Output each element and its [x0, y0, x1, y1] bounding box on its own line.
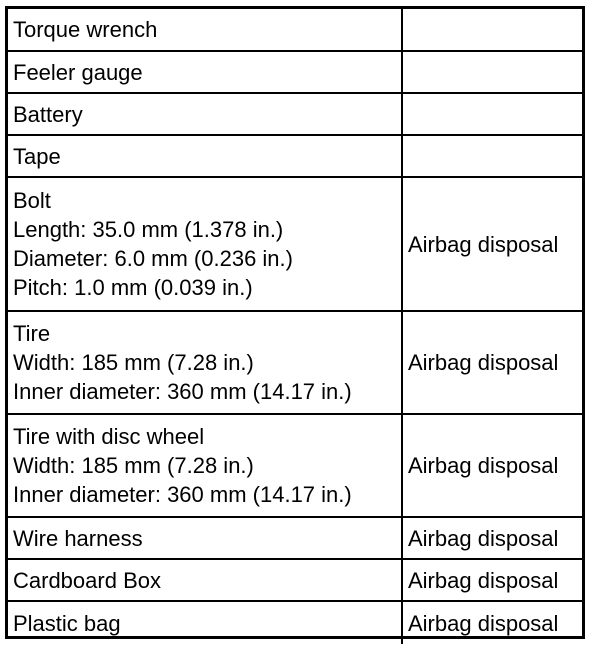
item-cell	[8, 135, 402, 177]
item-line: Width: 185 mm (7.28 in.)	[13, 350, 254, 375]
item-line: Diameter: 6.0 mm (0.236 in.)	[13, 246, 293, 271]
item-cell	[8, 601, 402, 644]
note-cell: Airbag disposal	[402, 414, 582, 517]
item-line: Pitch: 1.0 mm (0.039 in.)	[13, 275, 253, 300]
item-line: Plastic bag	[13, 610, 121, 636]
item-line: Torque wrench	[13, 17, 158, 42]
table-row	[8, 311, 582, 414]
note-cell: Airbag disposal	[402, 177, 582, 311]
item-cell	[8, 517, 402, 559]
item-cell	[8, 51, 402, 93]
item-line: Battery	[13, 101, 83, 127]
item-line: Wire harness	[13, 525, 143, 551]
item-line: Tire with disc wheel	[13, 424, 205, 449]
table-row	[8, 51, 582, 93]
item-line: Length: 35.0 mm (1.378 in.)	[13, 217, 284, 242]
item-line: Bolt	[13, 188, 51, 213]
table-row	[8, 414, 582, 517]
item-line: Width: 185 mm (7.28 in.)	[13, 453, 254, 478]
note-cell	[402, 135, 582, 177]
item-line: Feeler gauge	[13, 59, 143, 85]
note-cell: Airbag disposal	[402, 311, 582, 414]
note-cell: Airbag disposal	[402, 517, 582, 559]
item-cell	[8, 93, 402, 135]
item-line: Tire	[13, 321, 51, 346]
item-cell	[8, 177, 402, 311]
item-line: Cardboard Box	[13, 567, 161, 593]
note-cell: Airbag disposal	[402, 601, 582, 644]
item-line: Inner diameter: 360 mm (14.17 in.)	[13, 379, 352, 404]
note-cell	[402, 93, 582, 135]
note-cell	[402, 9, 582, 51]
table-row	[8, 9, 582, 51]
note-cell	[402, 51, 582, 93]
table-row	[8, 559, 582, 601]
table-row	[8, 93, 582, 135]
item-cell	[8, 311, 402, 414]
item-cell	[8, 9, 402, 51]
item-line: Tape	[13, 143, 61, 169]
note-cell: Airbag disposal	[402, 559, 582, 601]
table-row	[8, 135, 582, 177]
item-cell	[8, 414, 402, 517]
item-line: Inner diameter: 360 mm (14.17 in.)	[13, 482, 352, 507]
table-row	[8, 177, 582, 311]
equipment-table	[8, 9, 582, 644]
table-row	[8, 601, 582, 644]
equipment-table-frame	[5, 6, 585, 639]
table-row	[8, 517, 582, 559]
item-cell	[8, 559, 402, 601]
